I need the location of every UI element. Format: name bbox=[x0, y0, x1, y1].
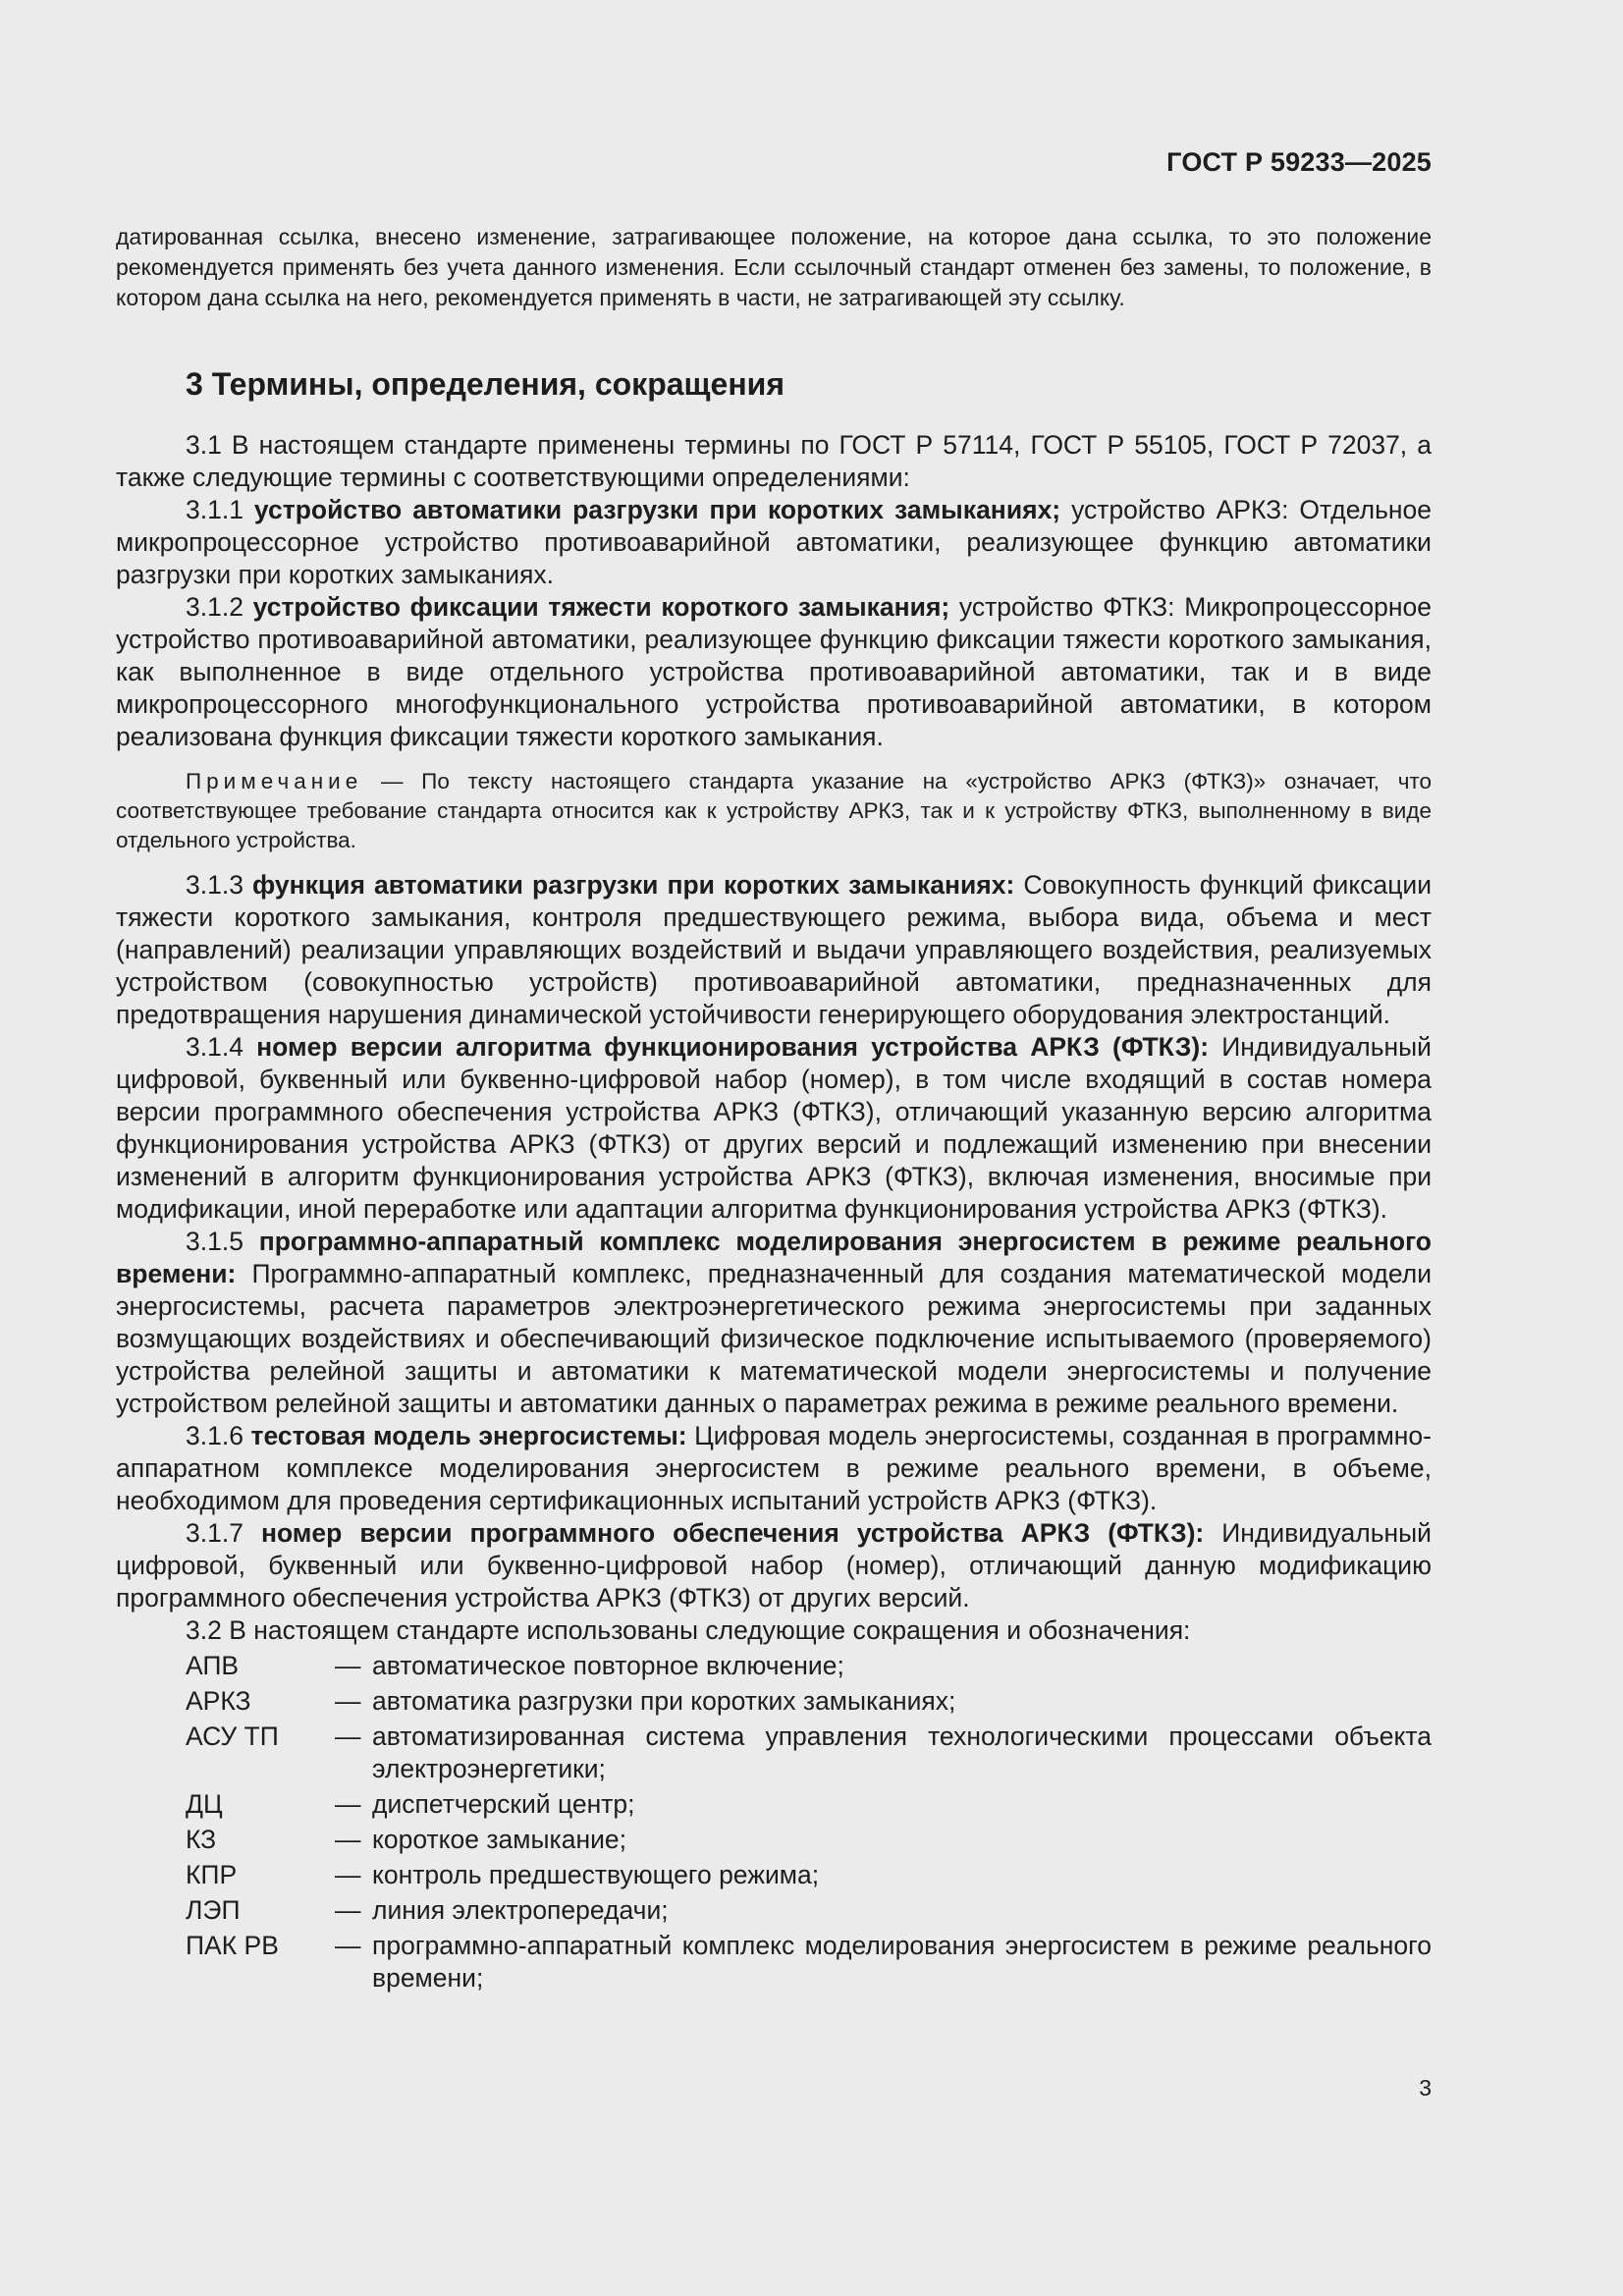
term-definition: устройство ФТКЗ: Микропроцессорное устройство противоаварийной автоматики, реализующее функцию фиксации тяжести короткого замыкания, как выполненное в виде отдельного устройства противоаварийной автоматики, так и в виде микропроцессорного многофункционального устройства противоаварийной автоматики, в котором реализована функция фиксации тяжести короткого замыкания. bbox=[116, 592, 1432, 751]
term-name: номер версии алгоритма функционирования устройства АРКЗ (ФТКЗ): bbox=[256, 1032, 1210, 1062]
term-3-1-4 bbox=[116, 1031, 1432, 1226]
abbreviation-term: ПАК РВ bbox=[186, 1931, 279, 1960]
term-number: 3.1.1 bbox=[186, 495, 254, 524]
intro-paragraph: датированная ссылка, внесено изменение, затрагивающее положение, на которое дана ссылка, то это положение рекомендуется применять без учета данного изменения. Если ссылочный стандарт отменен без замены, то положение, в котором дана ссылка на него, рекомендуется применять в части, не затрагивающей эту ссылку. bbox=[116, 224, 1432, 310]
page-number: 3 bbox=[1419, 2075, 1432, 2101]
page-content bbox=[116, 222, 1432, 1995]
abbreviation-row bbox=[186, 1650, 1432, 1682]
term-3-1-2 bbox=[116, 591, 1432, 753]
abbreviation-row bbox=[186, 1894, 1432, 1927]
paragraph-3-1: 3.1 В настоящем стандарте применены термины по ГОСТ Р 57114, ГОСТ Р 55105, ГОСТ Р 72037, а также следующие термины с соответствующими определениями: bbox=[116, 430, 1432, 492]
term-number: 3.1.6 bbox=[186, 1421, 251, 1450]
abbreviation-definition: линия электропередачи; bbox=[372, 1895, 669, 1925]
abbreviation-term: КЗ bbox=[186, 1825, 217, 1854]
abbreviation-list bbox=[116, 1650, 1432, 1995]
term-number: 3.1.5 bbox=[186, 1227, 259, 1256]
abbreviation-definition: автоматическое повторное включение; bbox=[372, 1651, 844, 1680]
abbreviation-definition: программно-аппаратный комплекс моделирования энергосистем в режиме реального времени; bbox=[372, 1931, 1432, 1993]
term-name: устройство автоматики разгрузки при коротких замыканиях; bbox=[253, 495, 1061, 524]
abbreviation-definition: автоматика разгрузки при коротких замыканиях; bbox=[372, 1686, 956, 1716]
section-title: 3 Термины, определения, сокращения bbox=[186, 366, 784, 402]
abbreviation-term: АРКЗ bbox=[186, 1686, 251, 1716]
abbreviation-term: АСУ ТП bbox=[186, 1722, 279, 1751]
abbreviation-term: АПВ bbox=[186, 1651, 240, 1680]
term-definition: Цифровая модель энергосистемы, созданная в программно-аппаратном комплексе моделирования энергосистем в режиме реального времени, в объеме, необходимом для проведения сертификационных испытаний устройств АРКЗ (ФТКЗ). bbox=[116, 1421, 1432, 1515]
term-definition: Совокупность функций фиксации тяжести короткого замыкания, контроля предшествующего режима, выбора вида, объема и мест (направлений) реализации управляющих воздействий и выдачи управляющего воздействия, реализуемых устройством (совокупностью устройств) противоаварийной автоматики, предназначенных для предотвращения нарушения динамической устойчивости генерирующего оборудования электростанций. bbox=[116, 870, 1433, 1029]
abbreviation-row bbox=[186, 1824, 1432, 1856]
abbreviation-definition: автоматизированная система управления технологическими процессами объекта электроэнергетики; bbox=[372, 1722, 1432, 1783]
abbreviation-row bbox=[186, 1685, 1432, 1718]
abbreviation-definition: диспетчерский центр; bbox=[372, 1789, 635, 1819]
abbreviation-dash: — bbox=[335, 1931, 361, 1960]
abbreviation-term: ДЦ bbox=[186, 1789, 223, 1819]
abbreviation-dash: — bbox=[335, 1686, 361, 1716]
term-number: 3.1.7 bbox=[186, 1518, 261, 1548]
abbreviation-definition: короткое замыкание; bbox=[372, 1825, 626, 1854]
abbreviation-dash: — bbox=[335, 1825, 361, 1854]
term-definition: Программно-аппаратный комплекс, предназначенный для создания математической модели энергосистемы, расчета параметров электроэнергетического режима энергосистемы при заданных возмущающих воздействиях и обеспечивающий физическое подключение испытываемого (проверяемого) устройства релейной защиты и автоматики к математической модели энергосистемы и получение устройством релейной защиты и автоматики данных о параметрах режима в режиме реального времени. bbox=[116, 1259, 1432, 1418]
term-name: функция автоматики разгрузки при коротких замыканиях: bbox=[252, 870, 1015, 900]
abbreviation-row bbox=[186, 1930, 1432, 1995]
note-label: Примечание bbox=[186, 769, 363, 793]
abbreviation-term: КПР bbox=[186, 1860, 238, 1889]
abbreviation-dash: — bbox=[335, 1895, 361, 1925]
term-name: номер версии программного обеспечения устройства АРКЗ (ФТКЗ): bbox=[260, 1518, 1205, 1548]
term-name: устройство фиксации тяжести короткого замыкания; bbox=[252, 592, 950, 622]
term-definition: устройство АРКЗ: Отдельное микропроцессорное устройство противоаварийной автоматики, реализующее функцию автоматики разгрузки при коротких замыканиях. bbox=[116, 495, 1432, 589]
abbreviation-row bbox=[186, 1788, 1432, 1821]
abbreviation-dash: — bbox=[335, 1651, 361, 1680]
abbreviation-term: ЛЭП bbox=[186, 1895, 241, 1925]
document-code-header: ГОСТ Р 59233—2025 bbox=[1166, 147, 1432, 177]
abbreviation-dash: — bbox=[335, 1789, 361, 1819]
term-3-1-6 bbox=[116, 1420, 1432, 1517]
abbreviation-dash: — bbox=[335, 1722, 361, 1751]
term-3-1-7 bbox=[116, 1517, 1432, 1614]
note-text: — По тексту настоящего стандарта указание на «устройство АРКЗ (ФТКЗ)» означает, что соответствующее требование стандарта относится как к устройству АРКЗ, так и к устройству ФТКЗ, выполненному в виде отдельного устройства. bbox=[116, 769, 1432, 852]
term-name: тестовая модель энергосистемы: bbox=[250, 1421, 687, 1450]
abbreviation-definition: контроль предшествующего режима; bbox=[372, 1860, 820, 1889]
paragraph-3-2: 3.2 В настоящем стандарте использованы следующие сокращения и обозначения: bbox=[186, 1615, 1191, 1645]
note-paragraph bbox=[116, 767, 1432, 855]
term-definition: Индивидуальный цифровой, буквенный или буквенно-цифровой набор (номер), в том числе входящий в состав номера версии программного обеспечения устройства АРКЗ (ФТКЗ), отличающий указанную версию алгоритма функционирования устройства АРКЗ (ФТКЗ) от других версий и подлежащий изменению при внесении изменений в алгоритм функционирования устройства АРКЗ (ФТКЗ), включая изменения, вносимые при модификации, иной переработке или адаптации алгоритма функционирования устройства АРКЗ (ФТКЗ). bbox=[116, 1032, 1432, 1224]
term-name: программно-аппаратный комплекс моделирования энергосистем в режиме реального времени: bbox=[116, 1227, 1432, 1288]
term-3-1-3 bbox=[116, 869, 1432, 1031]
term-number: 3.1.3 bbox=[186, 870, 253, 900]
abbreviation-dash: — bbox=[335, 1860, 361, 1889]
term-number: 3.1.4 bbox=[186, 1032, 257, 1062]
term-3-1-1 bbox=[116, 494, 1432, 591]
term-definition: Индивидуальный цифровой, буквенный или буквенно-цифровой набор (номер), отличающий данную модификацию программного обеспечения устройства АРКЗ (ФТКЗ) от других версий. bbox=[116, 1518, 1432, 1613]
abbreviation-row bbox=[186, 1859, 1432, 1891]
abbreviation-row bbox=[186, 1721, 1432, 1785]
term-number: 3.1.2 bbox=[186, 592, 253, 622]
term-3-1-5 bbox=[116, 1226, 1432, 1420]
